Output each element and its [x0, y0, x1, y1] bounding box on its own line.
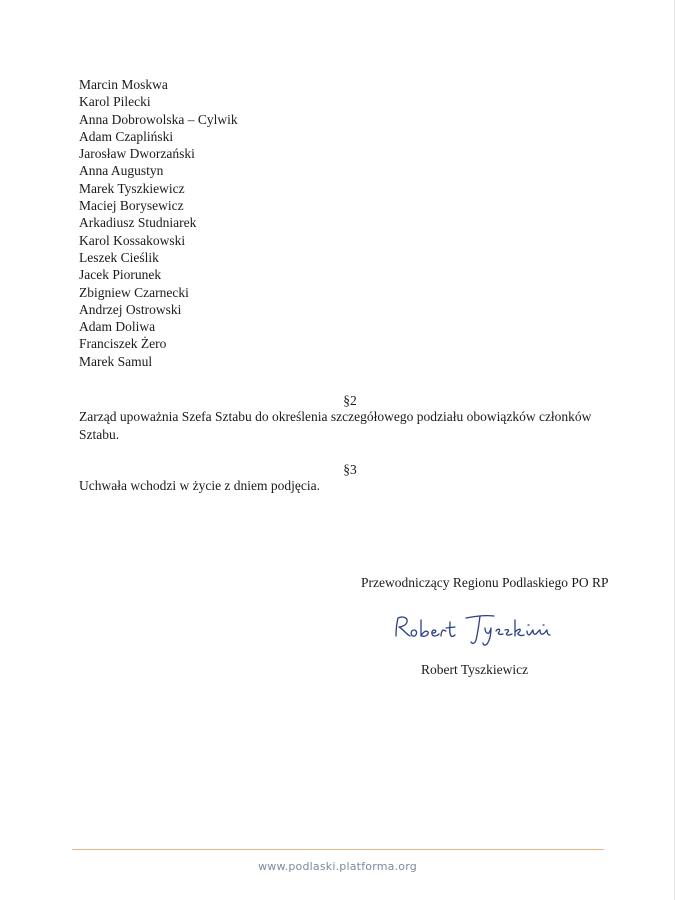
list-item: Anna Dobrowolska – Cylwik [79, 111, 238, 127]
list-item: Leszek Cieślik [79, 249, 159, 265]
footer-website-url: www.podlaski.platforma.org [258, 860, 417, 873]
list-item: Franciszek Żero [79, 336, 167, 352]
chairman-title: Przewodniczący Regionu Podlaskiego PO RP [361, 575, 609, 590]
list-item: Adam Czapliński [79, 128, 174, 144]
list-item: Karol Kossakowski [79, 232, 186, 248]
handwritten-signature [388, 606, 558, 650]
section-3-mark: §3 [343, 462, 357, 477]
signer-name: Robert Tyszkiewicz [421, 662, 529, 677]
section-3-text: Uchwała wchodzi w życie z dniem podjęcia. [79, 478, 321, 493]
list-item: Marek Tyszkiewicz [79, 180, 185, 196]
staff-members-list [79, 76, 238, 370]
list-item: Andrzej Ostrowski [79, 301, 182, 317]
list-item: Anna Augustyn [79, 163, 164, 179]
list-item: Zbigniew Czarnecki [79, 284, 189, 300]
list-item: Karol Pilecki [79, 94, 151, 110]
footer-divider [72, 849, 604, 850]
list-item: Jacek Piorunek [79, 267, 162, 283]
section-2-mark: §2 [343, 393, 357, 408]
list-item: Adam Doliwa [79, 319, 156, 335]
list-item: Marcin Moskwa [79, 77, 168, 92]
list-item: Jarosław Dworzański [79, 146, 195, 162]
section-2-text: Zarząd upoważnia Szefa Sztabu do określenia szczegółowego podziału obowiązków członków Sztabu. [79, 409, 592, 442]
list-item: Maciej Borysewicz [79, 198, 184, 214]
list-item: Marek Samul [79, 353, 153, 369]
list-item: Arkadiusz Studniarek [79, 215, 197, 231]
